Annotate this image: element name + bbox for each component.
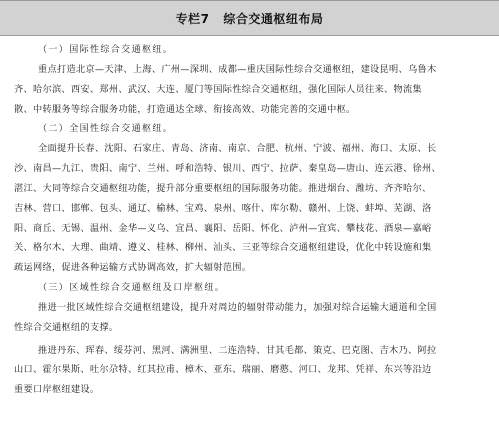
section-paragraph-ports — [14, 341, 485, 400]
paragraph-line: 性综合交通枢纽的支撑。 — [14, 321, 119, 333]
paragraph-line: 散、中转服务等综合服务功能，打造通达全球、衔接高效、功能完善的交通中枢。 — [14, 103, 356, 115]
paragraph-line: 阳、商丘、无锡、温州、金华—义乌、宜昌、襄阳、岳阳、怀化、泸州—宜宾、攀枝花、酒泉—嘉峪 — [14, 222, 432, 234]
paragraph-line: 关、格尔木、大理、曲靖、遵义、桂林、柳州、汕头、三亚等综合交通枢纽建设，优化中转设施和集 — [14, 242, 432, 254]
section-heading-regional: （三）区域性综合交通枢纽及口岸枢纽。 — [38, 282, 226, 293]
paragraph-line: 疏运网络，促进各种运输方式协调高效，扩大辐射范围。 — [14, 262, 252, 274]
column-number: 专栏7 — [175, 11, 210, 26]
column-title-bar — [0, 0, 499, 36]
column-title: 综合交通枢纽布局 — [223, 11, 324, 26]
paragraph-line: 吉林、营口、邯郸、包头、通辽、榆林、宝鸡、泉州、喀什、库尔勒、赣州、上饶、蚌埠、芜湖、洛 — [14, 202, 432, 214]
paragraph-line: 沙、南昌—九江、贵阳、南宁、兰州、呼和浩特、银川、西宁、拉萨、秦皇岛—唐山、连云港、徐州、 — [14, 163, 441, 175]
paragraph-line: 重点打造北京—天津、上海、广州—深圳、成都—重庆国际性综合交通枢纽，建设昆明、乌鲁木 — [38, 64, 437, 75]
paragraph-line: 重要口岸枢纽建设。 — [14, 384, 100, 396]
section-paragraph-international — [14, 60, 485, 119]
paragraph-line: 全面提升长春、沈阳、石家庄、青岛、济南、南京、合肥、杭州、宁波、福州、海口、太原、长 — [38, 143, 437, 155]
section-paragraph-regional — [14, 298, 485, 338]
paragraph-line: 湛江、大同等综合交通枢纽功能，提升部分重要枢纽的国际服务功能。推进烟台、潍坊、齐齐哈尔、 — [14, 182, 432, 194]
paragraph-line: 山口、霍尔果斯、吐尔尕特、红其拉甫、樟木、亚东、瑞丽、磨憨、河口、龙邦、凭祥、东兴等沿边 — [14, 364, 432, 376]
document-body — [0, 36, 499, 400]
section-paragraph-national — [14, 139, 485, 278]
section-heading-international: （一）国际性综合交通枢纽。 — [38, 45, 174, 55]
paragraph-line: 推进一批区域性综合交通枢纽建设，提升对周边的辐射带动能力，加强对综合运输大通道和全国 — [38, 301, 437, 313]
paragraph-line: 推进丹东、珲春、绥芬河、黑河、满洲里、二连浩特、甘其毛都、策克、巴克图、吉木乃、阿拉 — [38, 344, 437, 356]
section-heading-national: （二）全国性综合交通枢纽。 — [38, 124, 174, 135]
paragraph-line: 齐、哈尔滨、西安、郑州、武汉、大连、厦门等国际性综合交通枢纽，强化国际人员往来、物流集 — [14, 83, 422, 95]
